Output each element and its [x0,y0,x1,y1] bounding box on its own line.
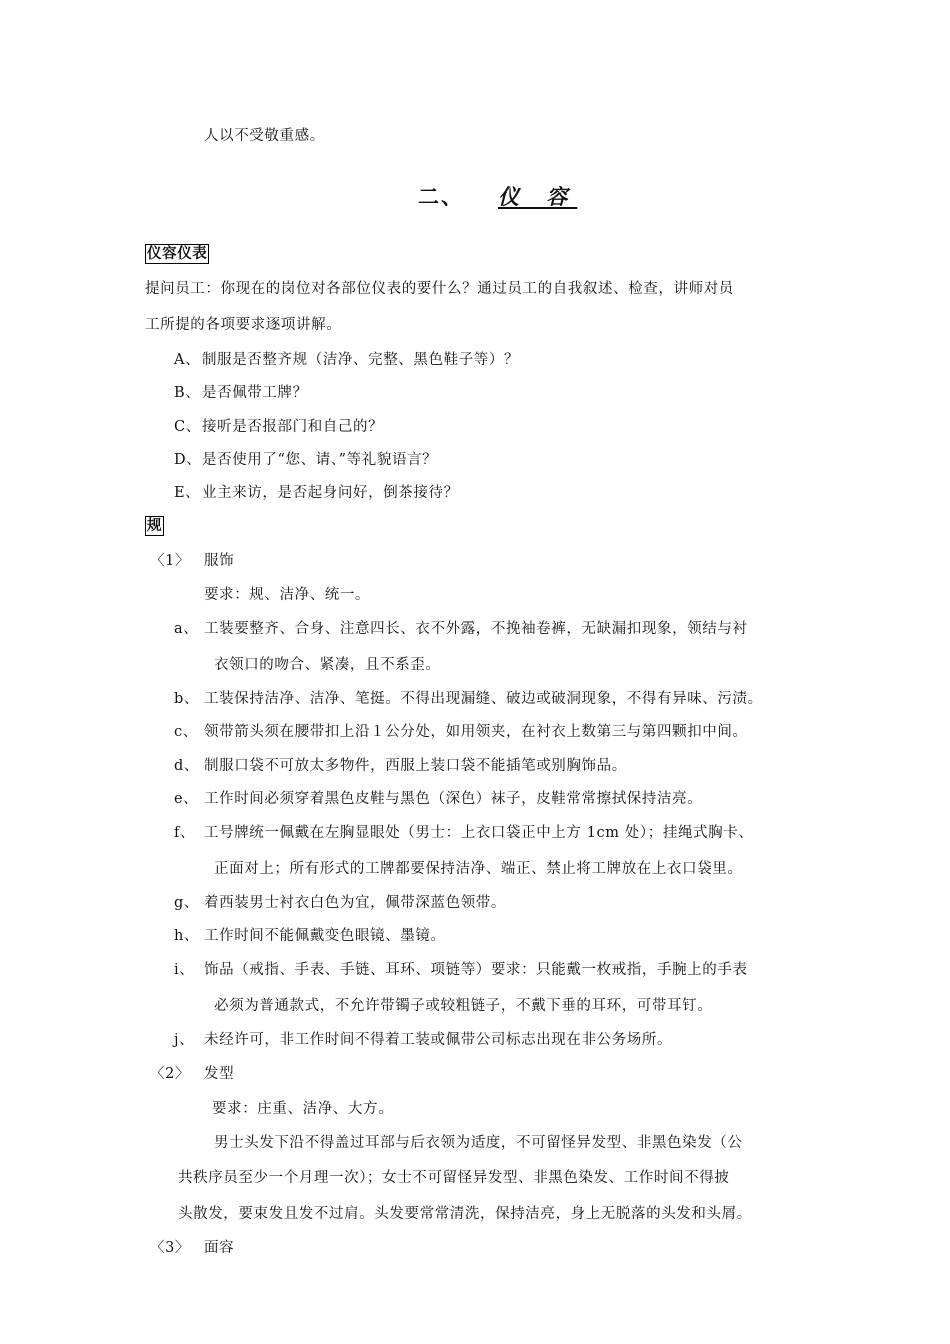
item-text: 工装要整齐、合身、注意四长、衣不外露，不挽袖卷裤，无缺漏扣现象，领结与衬 [204,621,748,637]
item-text: 制服口袋不可放太多物件，西服上装口袋不能插笔或别胸饰品。 [204,758,627,774]
item-c [174,722,748,742]
section-number: 二、 [418,184,464,209]
item-label: c、 [174,724,198,740]
question-label: B、 [174,385,201,401]
item-a-continued: 衣领口的吻合、紧凑，且不系歪。 [214,657,441,673]
item-i [174,960,748,980]
item-label: h、 [174,928,200,944]
part-label: 〈1〉 [150,553,191,569]
question-b [174,383,308,403]
heading-rules-label: 规 [147,517,163,534]
item-e [174,789,702,809]
item-j [174,1030,672,1050]
part2-heading [150,1064,234,1084]
part1-heading [150,551,234,571]
item-a [174,619,748,639]
question-e [174,483,459,503]
item-h [174,926,446,946]
part2-para-line-2: 共秩序员至少一个月理一次）；女士不可留怪异发型、非黑色染发、工作时间不得披 [178,1170,730,1186]
part-title: 发型 [204,1066,235,1082]
item-text: 工装保持洁净、洁净、笔挺。不得出现漏缝、破边或破洞现象，不得有异味、污渍。 [204,691,763,707]
item-label: f、 [174,825,196,841]
heading-appearance [145,244,209,264]
part-label: 〈2〉 [150,1066,191,1082]
item-g [174,893,506,913]
question-label: E、 [174,485,201,501]
question-text: 业主来访，是否起身问好，倒茶接待？ [202,485,459,501]
item-text: 着西装男士衬衣白色为宜，佩带深蓝色领带。 [204,895,506,911]
item-text: 工作时间不能佩戴变色眼镜、墨镜。 [204,928,446,944]
question-text: 是否佩带工牌？ [202,385,308,401]
heading-appearance-label: 仪容仪表 [147,245,208,262]
heading-rules [145,516,164,536]
item-text: 饰品（戒指、手表、手链、耳环、项链等）要求：只能戴一枚戒指，手腕上的手表 [204,962,748,978]
item-label: d、 [174,758,199,774]
item-text: 领带箭头须在腰带扣上沿１公分处，如用领夹，在衬衣上数第三与第四颗扣中间。 [204,724,748,740]
item-text: 工号牌统一佩戴在左胸显眼处（男士：上衣口袋正中上方 1cm 处）；挂绳式胸卡、 [204,825,754,841]
question-c [174,417,383,437]
question-label: C、 [174,419,201,435]
question-text: 制服是否整齐规（洁净、完整、黑色鞋子等）？ [202,352,520,368]
part2-requirement: 要求：庄重、洁净、大方。 [212,1101,394,1117]
question-text: 是否使用了“您、请、”等礼貌语言？ [202,452,438,468]
question-d [174,450,437,470]
item-label: e、 [174,791,199,807]
item-label: i、 [174,962,195,978]
intro-line-2: 工所提的各项要求逐项讲解。 [145,317,342,333]
part2-para-line-3: 头散发，要束发且发不过肩。头发要常常清洗，保持洁亮，身上无脱落的头发和头屑。 [178,1206,752,1222]
item-i-continued: 必须为普通款式，不允许带镯子或较粗链子，不戴下垂的耳环，可带耳钉。 [214,998,713,1014]
part1-requirement: 要求：规、洁净、统一。 [204,587,371,603]
item-text: 工作时间必须穿着黑色皮鞋与黑色（深色）袜子，皮鞋常常擦拭保持洁亮。 [204,791,703,807]
part2-para-line-1: 男士头发下沿不得盖过耳部与后衣领为适度，不可留怪异发型、非黑色染发（公 [214,1135,743,1151]
part-title: 服饰 [204,553,235,569]
item-label: g、 [174,895,199,911]
continued-line: 人以不受敬重感。 [204,128,325,144]
question-label: A、 [174,352,201,368]
item-f-continued: 正面对上；所有形式的工牌都要保持洁净、端正、禁止将工牌放在上衣口袋里。 [214,861,743,877]
item-label: j、 [174,1032,195,1048]
item-text: 未经许可，非工作时间不得着工装或佩带公司标志出现在非公务场所。 [204,1032,673,1048]
section-heading: 仪 容 [498,184,578,209]
item-b [174,689,763,709]
question-label: D、 [174,452,202,468]
question-text: 接听是否报部门和自己的？ [202,419,384,435]
item-label: b、 [174,691,199,707]
part-title: 面容 [204,1240,235,1256]
part-label: 〈3〉 [150,1240,191,1256]
item-d [174,756,627,776]
part3-heading [150,1238,234,1258]
section-title [418,181,577,211]
item-label: a、 [174,621,199,637]
question-a [174,350,519,370]
item-f [174,823,753,843]
intro-line-1: 提问员工：你现在的岗位对各部位仪表的要什么？通过员工的自我叙述、检查，讲师对员 [145,281,734,297]
